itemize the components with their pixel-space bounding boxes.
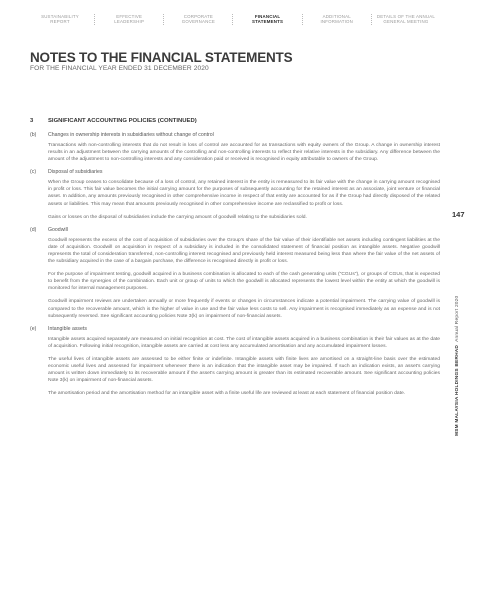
section-heading <box>30 118 440 124</box>
report-name: Annual Report 2020 <box>455 295 460 342</box>
nav-effective-leadership[interactable]: EFFECTIVE LEADERSHIP <box>99 14 164 25</box>
paragraph: Goodwill impairment reviews are undertaken annually or more frequently if events or changes in circumstances indicate a potential impairment. The carrying value of goodwill is compared to the recoverable amount, which is the higher of value in use and the fair value less costs to sell. Any impairment is recognised immediately as an expense and is not subsequently reversed. See significant accounting policies Note 3(k) on impairment of non-financial assets. <box>48 299 440 319</box>
paragraph: Transactions with non-controlling interests that do not result in loss of control are accounted for as transactions with equity owners of the Group. A change in ownership interest results in an adjustment between the carrying amounts of the controlling and non-controlling interests to reflect their relative interests in the subsidiary. Any difference between the amount of the adjustment to non-controlling interests and any consideration paid or received is recognised in equity attributable to owners of the Group. <box>48 143 440 163</box>
paragraph: Goodwill represents the excess of the cost of acquisition of subsidiaries over the Group's share of the fair value of their identifiable net assets including contingent liabilities at the date of acquisition. Goodwill on acquisition in respect of a subsidiary is included in the consolidated statement of financial position as intangible assets. Negative goodwill represents the total of consideration transferred, non-controlling interest recognised and previously held interest measured being less than where the fair value of the net assets of the subsidiary acquired in the case of a bargain purchase, the difference is recognised directly in profit or loss. <box>48 237 440 265</box>
page-number: 147 <box>452 210 465 219</box>
subsection-b-heading: (b) Changes in ownership interests in subsidiaries without change of control <box>30 132 214 138</box>
section-accounting-policies <box>30 118 440 403</box>
page-title: NOTES TO THE FINANCIAL STATEMENTS <box>30 49 293 66</box>
paragraph: Gains or losses on the disposal of subsidiaries include the carrying amount of goodwill relating to the subsidiaries sold. <box>48 214 307 220</box>
nav-corporate-governance[interactable]: CORPORATE GOVERNANCE <box>168 14 233 25</box>
subsection-d-heading: (d) Goodwill <box>30 226 68 233</box>
paragraph: For the purpose of impairment testing, goodwill acquired in a business combination is allocated to each of the cash generating units ("CGUs"), or groups of CGUs, that is expected to benefit from the synergies of the combination. Each unit or group of units to which the goodwill is allocated represents the lowest level within the entity at which the goodwill is monitored for internal management purposes. <box>48 272 440 292</box>
paragraph: The useful lives of intangible assets are assessed to be either finite or indefinite. Intangible assets with finite lives are amortised on a straight-line basis over the estimated economic useful lives and assessed for impairment whenever there is an indication that the intangible asset may be impaired. If such an indication exists, an asset's carrying amount is written down immediately to its recoverable amount if the asset's carrying amount is greater than its estimated recoverable amount. See significant accounting policies Note 3(k) on impairment of non-financial assets. <box>48 356 440 384</box>
page-subtitle: FOR THE FINANCIAL YEAR ENDED 31 DECEMBER 2020 <box>30 65 209 72</box>
nav-additional-information[interactable]: ADDITIONAL INFORMATION <box>307 14 372 25</box>
section-title: SIGNIFICANT ACCOUNTING POLICIES (CONTINUED) <box>48 118 197 124</box>
top-navigation <box>30 14 440 38</box>
paragraph: The amortisation period and the amortisation method for an intangible asset with a finite useful life are reviewed at least at each statement of financial position date. <box>48 391 406 397</box>
paragraph: Intangible assets acquired separately are measured on initial recognition at cost. The cost of intangible assets acquired in a business combination is their fair values as at the date of acquisition. Following initial recognition, intangible assets are carried at cost less any accumulated amortisation and any accumulated impairment losses. <box>48 336 440 349</box>
side-report-label <box>455 296 460 436</box>
nav-financial-statements[interactable]: FINANCIAL STATEMENTS <box>238 14 303 25</box>
company-name: MSM MALAYSIA HOLDINGS BERHAD <box>455 344 460 436</box>
subsection-c-heading: (c) Disposal of subsidiaries <box>30 169 103 176</box>
nav-sustainability-report[interactable]: SUSTAINABILITY REPORT <box>30 14 95 25</box>
paragraph: When the Group ceases to consolidate because of a loss of control, any retained interest in the entity is remeasured to its fair value with the change in carrying amount recognised in profit or loss. This fair value becomes the initial carrying amount for the purposes of subsequently accounting for the retained interest as an associate, joint venture or financial asset. In addition, any amounts previously recognised in other comprehensive income in respect of that entity are accounted for as if the Group had directly disposed of the related assets or liabilities. This may mean that amounts previously recognised in other comprehensive income are reclassified to profit or loss. <box>48 180 440 207</box>
section-number: 3 <box>30 118 34 124</box>
nav-annual-general-meeting[interactable]: DETAILS OF THE ANNUAL GENERAL MEETING <box>376 14 436 25</box>
subsection-e-heading: (e) Intangible assets <box>30 325 87 332</box>
